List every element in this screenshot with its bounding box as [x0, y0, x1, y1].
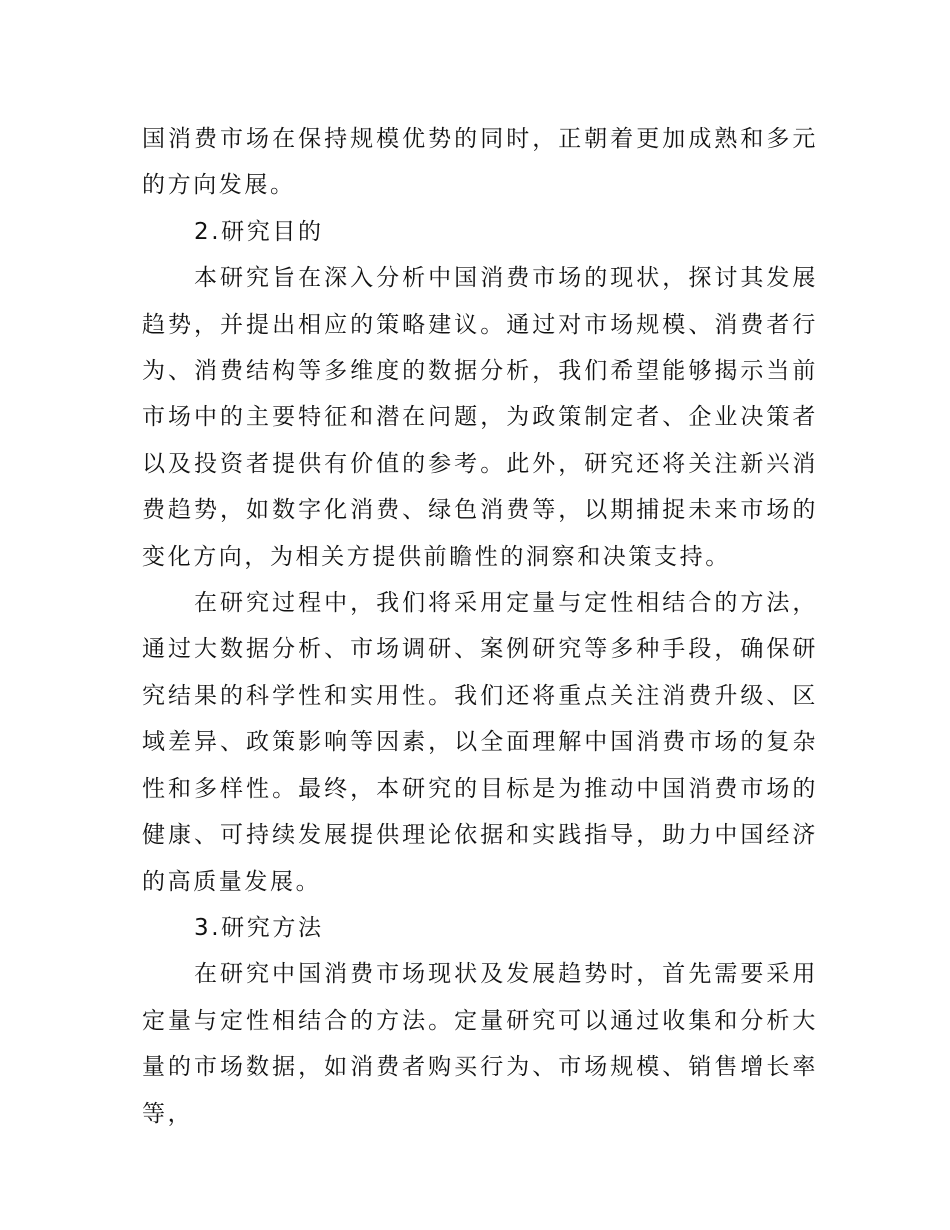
paragraph-research-purpose-2: 在研究过程中，我们将采用定量与定性相结合的方法，通过大数据分析、市场调研、案例研究等多种手段，确保研究结果的科学性和实用性。我们还将重点关注消费升级、区域差异、政策影响等因素，以全面理解中国消费市场的复杂性和多样性。最终，本研究的目标是为推动中国消费市场的健康、可持续发展提供理论依据和实践指导，助力中国经济的高质量发展。: [142, 590, 818, 895]
section-heading-research-method: 3.研究方法: [194, 914, 324, 941]
document-body: [142, 116, 818, 1137]
paragraph-continuation: 国消费市场在保持规模优势的同时，正朝着更加成熟和多元的方向发展。: [142, 126, 818, 199]
section-heading-research-purpose: 2.研究目的: [194, 218, 324, 245]
paragraph-research-purpose-1: 本研究旨在深入分析中国消费市场的现状，探讨其发展趋势，并提出相应的策略建议。通过对市场规模、消费者行为、消费结构等多维度的数据分析，我们希望能够揭示当前市场中的主要特征和潜在问题，为政策制定者、企业决策者以及投资者提供有价值的参考。此外，研究还将关注新兴消费趋势，如数字化消费、绿色消费等，以期捕捉未来市场的变化方向，为相关方提供前瞻性的洞察和决策支持。: [142, 265, 818, 570]
paragraph-research-method-1: 在研究中国消费市场现状及发展趋势时，首先需要采用定量与定性相结合的方法。定量研究可以通过收集和分析大量的市场数据，如消费者购买行为、市场规模、销售增长率等，: [142, 961, 818, 1127]
